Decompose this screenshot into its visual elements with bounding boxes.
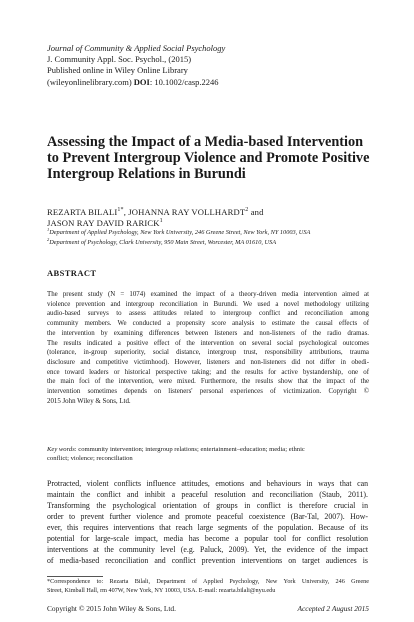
abstract-line: disclosure and competitive victimhood). However, listeners and non-listeners did not differ in obedi-	[47, 358, 369, 366]
abstract-line: 2015 John Wiley & Sons, Ltd.	[47, 397, 131, 405]
abstract-heading: ABSTRACT	[47, 268, 97, 278]
footer-accepted-date: Accepted 2 August 2015	[297, 604, 369, 613]
author-separator: and	[248, 207, 264, 217]
affiliation-line	[47, 228, 310, 238]
abstract-line: intervention sometimes depends on listeners' personal experiences of victimization. Copyright ©	[47, 388, 369, 396]
body-line: maintain the conflict and inhibit a peaceful resolution and reconciliation (Staub, 2011).	[47, 490, 368, 499]
affiliation-text: Department of Applied Psychology, New York University, 246 Greene Street, New York, NY 10003, USA	[49, 229, 311, 236]
footnote-line: Street, Kimball Hall, rm 407W, New York, NY 10003, USA. E-mail: rezarta.bilali@nyu.edu	[47, 586, 276, 594]
affiliation-text: Department of Psychology, Clark University, 950 Main Street, Worcester, MA 01610, USA	[49, 239, 277, 246]
abstract-body	[47, 290, 369, 406]
body-line: order to prevent further violence and promote peaceful coexistence (Bar-Tal, 2007). How-	[47, 512, 368, 521]
abstract-line: The present study (N = 1074) examined the impact of a theory-driven media intervention aimed at	[47, 291, 369, 298]
body-line: ever, this requires interventions that reach large segments of the population. Because of its	[47, 523, 368, 532]
journal-doi-line	[47, 77, 225, 88]
keywords	[47, 445, 305, 463]
journal-library-url[interactable]: (wileyonlinelibrary.com)	[47, 76, 132, 87]
author-line	[47, 207, 264, 218]
body-line: Transforming the psychological orientation of groups in conflict is therefore crucial in	[47, 501, 368, 510]
keywords-text: conflict; violence; reconciliation	[47, 455, 133, 463]
keywords-line	[47, 445, 305, 454]
abstract-line: the intervention by examining differences between listeners and non-listeners of the radio dramas.	[47, 329, 369, 337]
author-name: JASON RAY DAVID RARICK	[47, 218, 160, 228]
author-name: REZARTA BILALI	[47, 207, 118, 217]
author-affil-mark: 2	[245, 207, 249, 214]
body-line: Protracted, violent conflicts influence attitudes, emotions and behaviours in ways that can	[47, 479, 368, 488]
abstract-line: violence prevention and intergroup reconciliation in Burundi. We used a novel methodology utilizing	[47, 300, 369, 308]
affiliation-number: 2	[47, 236, 50, 242]
doi-label: DOI	[133, 76, 150, 87]
keywords-label: Key words	[47, 446, 75, 453]
title-line: to Prevent Intergroup Violence and Promote Positive	[47, 150, 370, 167]
abstract-line: ence toward leaders or historical perspective taking; and the results for active bystandership, one of	[47, 368, 369, 376]
body-line: of media-based reconciliation and conflict prevention interventions on target audiences is	[47, 556, 368, 565]
abstract-line: community members. We conducted a propensity score analysis to estimate the causal effects of	[47, 320, 369, 328]
body-line: potential for large-scale impact, media has become a popular tool for conflict resolution	[47, 534, 368, 543]
title-line: Assessing the Impact of a Media-based Intervention	[47, 134, 364, 150]
doi-value[interactable]: : 10.1002/casp.2246	[149, 76, 219, 87]
journal-header	[47, 43, 225, 88]
body-text	[47, 478, 368, 566]
footnote-line: *Correspondence to: Rezarta Bilali, Department of Applied Psychology, New York University, 246 Greene	[47, 578, 369, 585]
affiliations	[47, 228, 310, 248]
abstract-line: audio-based surveys to assess attitudes related to intergroup conflict and reconciliation among	[47, 310, 369, 318]
author-affil-mark: 1*	[117, 207, 124, 214]
abstract-line: The results indicated a positive effect of the intervention on several social psychological outcomes	[47, 339, 369, 347]
journal-published: Published online in Wiley Online Library	[47, 65, 188, 76]
keywords-text: : community intervention; intergroup relations; entertainment–education; media; ethnic	[74, 446, 305, 453]
abstract-line: the main foci of the intervention, were mixed. Furthermore, the results show that the impact of the	[47, 378, 369, 386]
affiliation-line	[47, 238, 310, 248]
article-title	[47, 134, 369, 183]
correspondence-footnote	[47, 578, 369, 595]
journal-name: Journal of Community & Applied Social Psychology	[47, 43, 226, 53]
body-line: interventions at the community level (e.g. Paluck, 2009). Yet, the evidence of the impact	[47, 545, 368, 554]
title-line: Intergroup Relations in Burundi	[47, 166, 246, 183]
footer-copyright: Copyright © 2015 John Wiley & Sons, Ltd.	[47, 604, 176, 613]
abstract-line: (tolerance, in-group superiority, social distance, intergroup trust, responsibility attributions, trauma	[47, 349, 369, 357]
author-affil-mark: 1	[159, 218, 163, 225]
author-name: , JOHANNA RAY VOLLHARDT	[123, 207, 246, 217]
author-list	[47, 207, 264, 229]
footnote-divider	[47, 576, 103, 577]
affiliation-number: 1	[47, 226, 50, 232]
journal-citation: J. Community Appl. Soc. Psychol., (2015)	[47, 54, 192, 65]
